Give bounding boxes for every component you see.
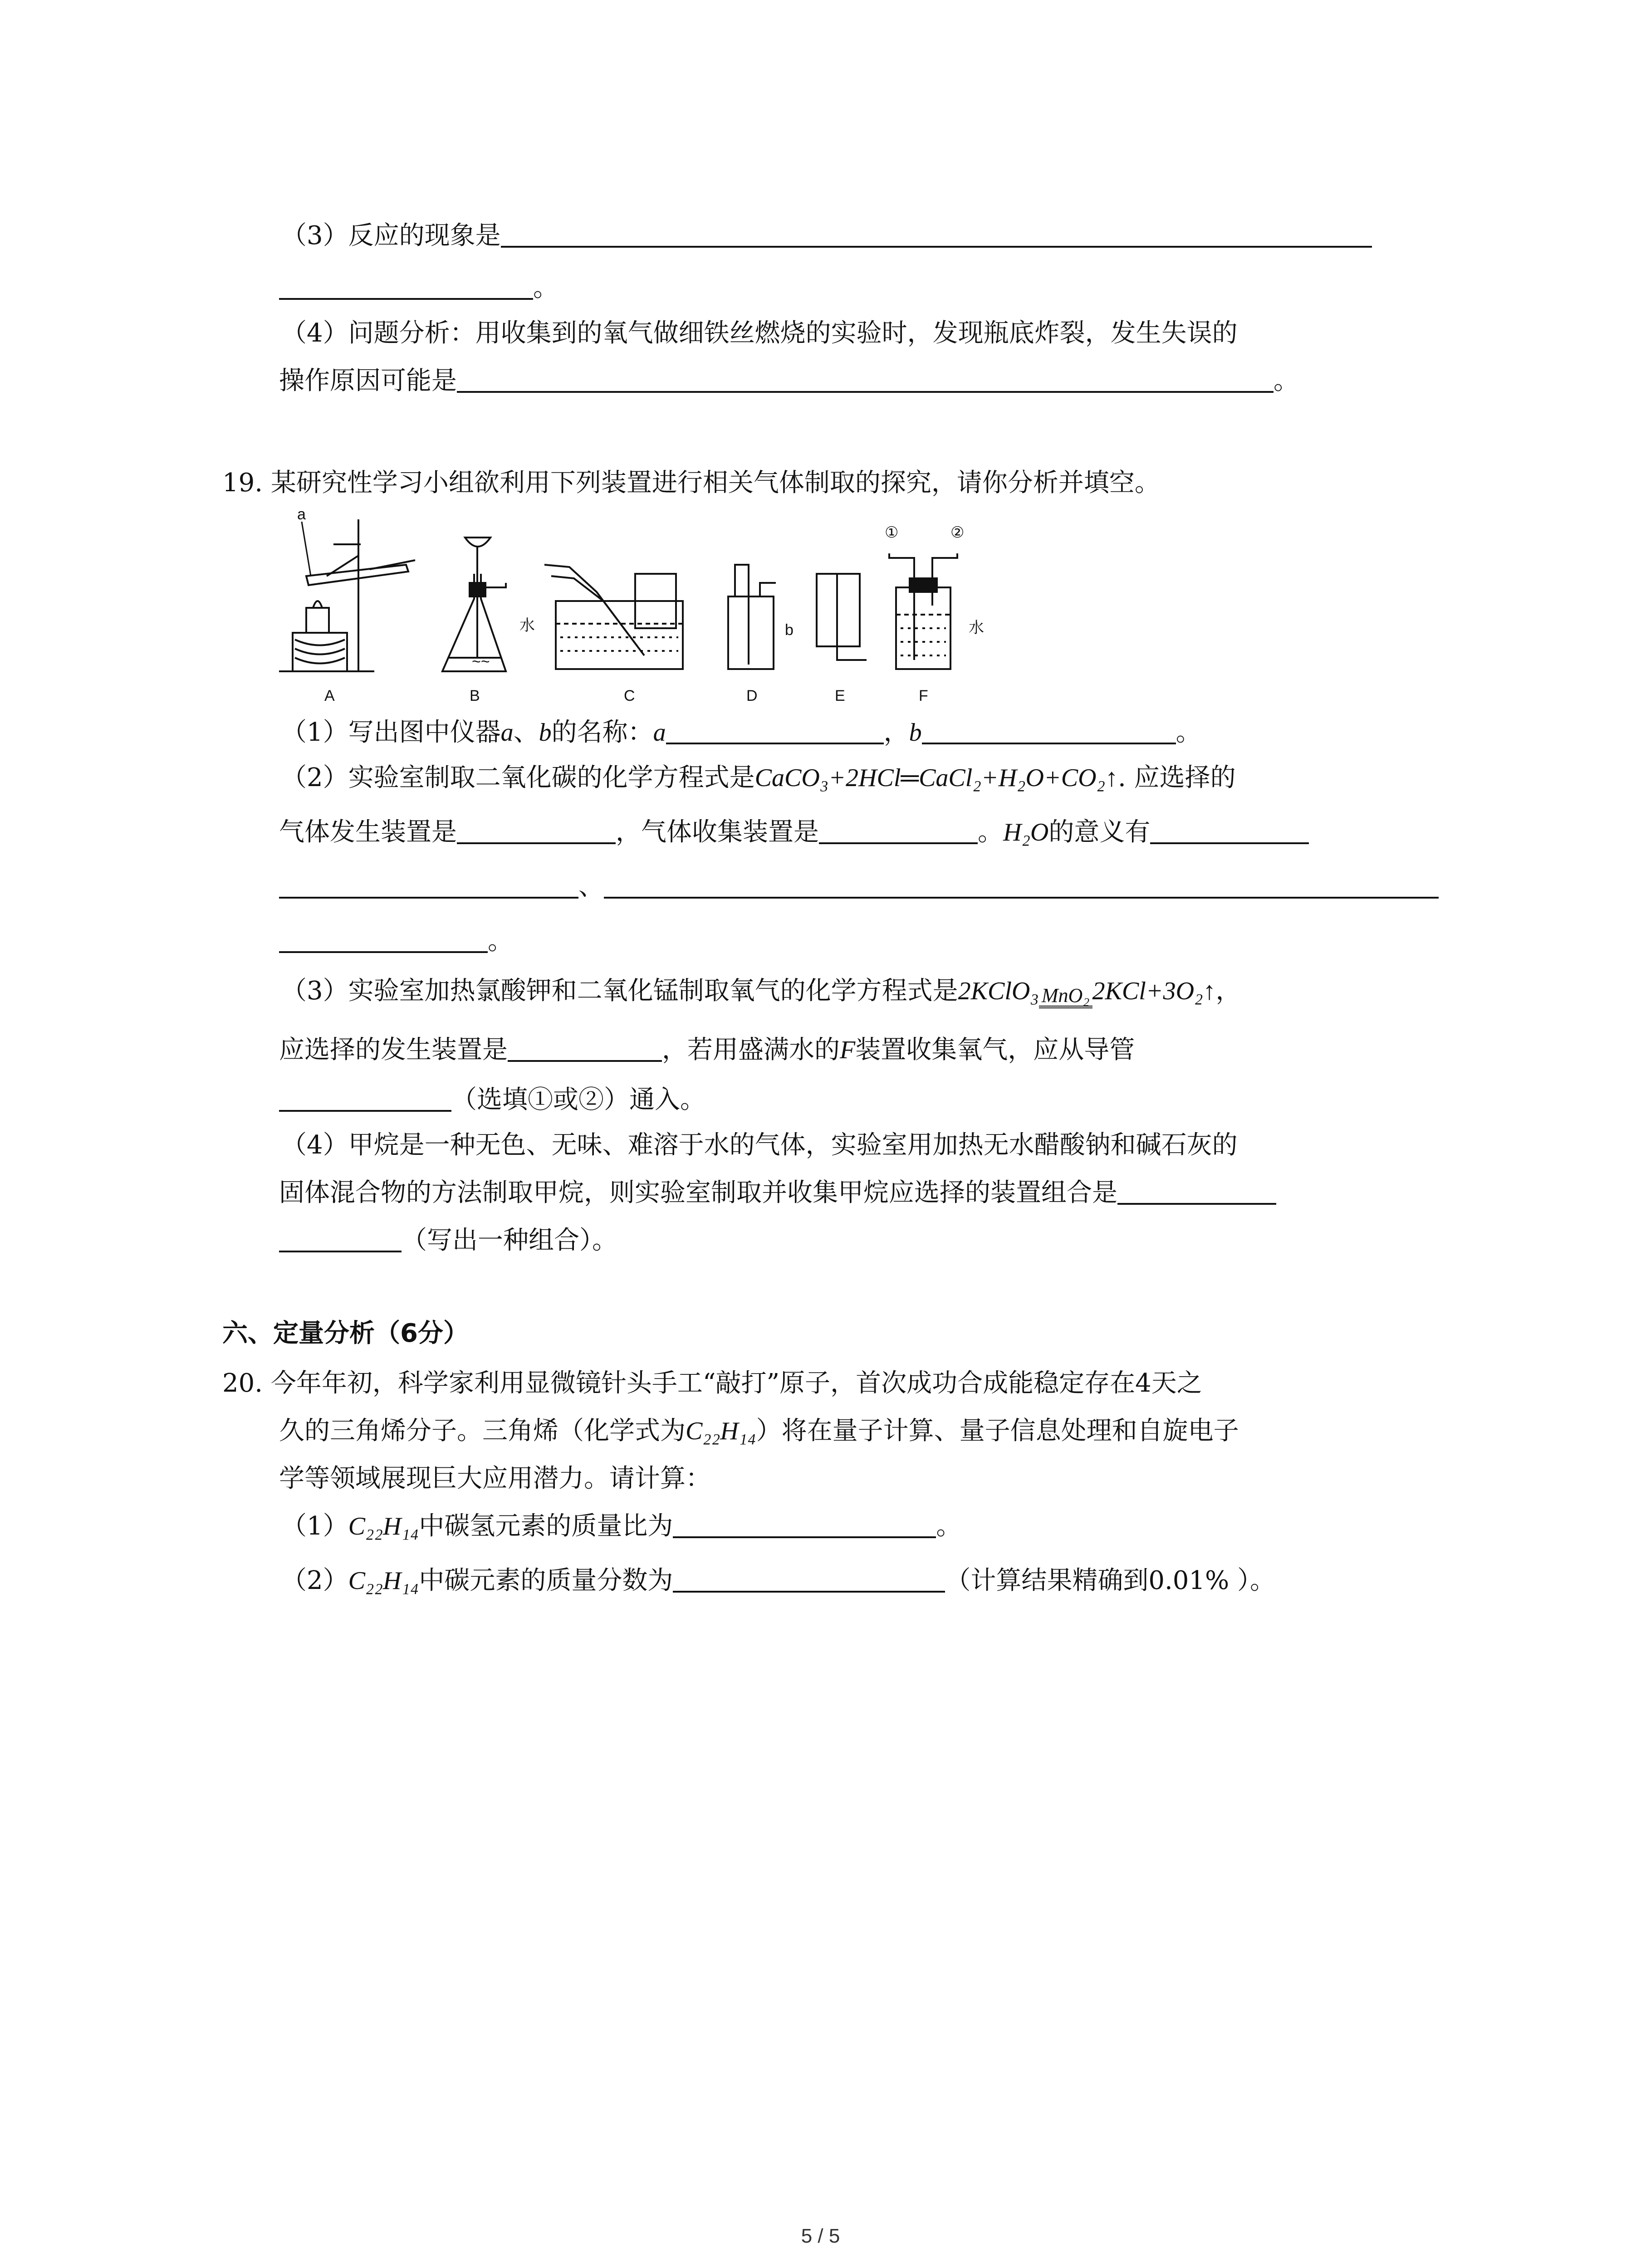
apparatus-D (728, 565, 776, 669)
answer-blank[interactable] (279, 1085, 451, 1112)
q19-part2-line1: （2）实验室制取二氧化碳的化学方程式是CaCO₃+2HCl═CaCl₂+H₂O+CO₂↑. 应选择的 (281, 763, 1236, 792)
answer-blank-b[interactable] (922, 717, 1176, 744)
answer-blank[interactable] (279, 871, 578, 899)
formula-c22h14: C₂₂H₁₄ (686, 1417, 756, 1445)
label-water-c: 水 (519, 617, 535, 634)
label-water-f: 水 (969, 619, 984, 636)
label-a: a (297, 510, 306, 523)
apparatus-C (544, 565, 683, 669)
answer-blank[interactable] (673, 1565, 945, 1593)
q19-part2-line4: 。 (279, 925, 513, 957)
q20-part1: （1）C₂₂H₁₄中碳氢元素的质量比为 。 (281, 1511, 962, 1541)
q18-part3-cont: 。 (279, 272, 558, 304)
label-tube-2: ② (950, 524, 965, 541)
q18-part4-line2: 操作原因可能是 。 (279, 366, 1299, 396)
page-number: 5 / 5 (801, 2225, 840, 2247)
q18-part4-line1: （4）问题分析：用收集到的氧气做细铁丝燃烧的实验时，发现瓶底炸裂，发生失误的 (281, 318, 1238, 348)
q18-part3: （3）反应的现象是 (281, 220, 1372, 252)
label-b: b (785, 621, 794, 639)
apparatus-A (279, 519, 415, 671)
q19-part4-line1: （4）甲烷是一种无色、无味、难溶于水的气体，实验室用加热无水醋酸钠和碱石灰的 (281, 1130, 1238, 1160)
q19-part3-line3: （选填①或②）通入。 (279, 1084, 705, 1116)
q19-part1: （1）写出图中仪器a、b的名称：a ，b 。 (281, 718, 1201, 747)
q19-part3-line1: （3）实验室加热氯酸钾和二氧化锰制取氧气的化学方程式是2KClO₃ MnO₂ 2KCl+3O₂↑， (281, 975, 1241, 1008)
answer-blank-a[interactable] (666, 717, 884, 744)
label-D: D (746, 687, 758, 704)
answer-blank[interactable] (279, 1225, 402, 1252)
q20-part2: （2）C₂₂H₁₄中碳元素的质量分数为 （计算结果精确到0.01% ）。 (281, 1566, 1276, 1595)
q20-line3: 学等领域展现巨大应用潜力。请计算： (279, 1464, 711, 1493)
apparatus-figure (279, 510, 1028, 705)
apparatus-F (889, 553, 957, 669)
answer-blank[interactable] (501, 220, 1372, 248)
q19-stem: 19. 某研究性学习小组欲利用下列装置进行相关气体制取的探究，请你分析并填空。 (222, 468, 1160, 498)
answer-blank[interactable] (604, 871, 1439, 899)
answer-blank[interactable] (673, 1511, 936, 1538)
section-heading: 六、定量分析（6分） (222, 1319, 469, 1348)
q20-line2: 久的三角烯分子。三角烯（化学式为C₂₂H₁₄）将在量子计算、量子信息处理和自旋电子 (279, 1416, 1239, 1446)
answer-blank[interactable] (457, 817, 616, 844)
q19-part2-line2: 气体发生装置是 ，气体收集装置是 。H₂O的意义有 (279, 816, 1309, 848)
q20-line1: 20. 今年年初，科学家利用显微镜针头手工“敲打”原子，首次成功合成能稳定存在4天之 (222, 1369, 1202, 1398)
label-tube-1: ① (885, 524, 899, 541)
catalyst-arrow: MnO₂ (1039, 986, 1092, 1008)
answer-blank[interactable] (279, 273, 533, 300)
label-E: E (835, 687, 845, 704)
q19-part4-line3: （写出一种组合）。 (279, 1225, 617, 1256)
apparatus-B (442, 538, 506, 671)
apparatus-E (817, 574, 867, 660)
answer-blank[interactable] (457, 366, 1274, 393)
answer-blank[interactable] (819, 817, 978, 844)
label-C: C (624, 687, 635, 704)
q19-part3-line2: 应选择的发生装置是 ，若用盛满水的F装置收集氧气，应从导管 (279, 1035, 1135, 1065)
label-F: F (919, 687, 928, 704)
answer-blank[interactable] (1150, 817, 1309, 844)
co2-equation: CaCO₃+2HCl═CaCl₂+H₂O+CO₂↑ (754, 764, 1118, 792)
q19-part4-line2: 固体混合物的方法制取甲烷，则实验室制取并收集甲烷应选择的装置组合是 (279, 1177, 1276, 1209)
q19-part2-line3: 、 (279, 871, 1439, 903)
label-A: A (324, 687, 335, 704)
svg-text:~~: ~~ (472, 653, 490, 670)
answer-blank[interactable] (508, 1035, 662, 1062)
label-B: B (470, 687, 480, 704)
answer-blank[interactable] (279, 926, 488, 953)
answer-blank[interactable] (1117, 1178, 1276, 1205)
